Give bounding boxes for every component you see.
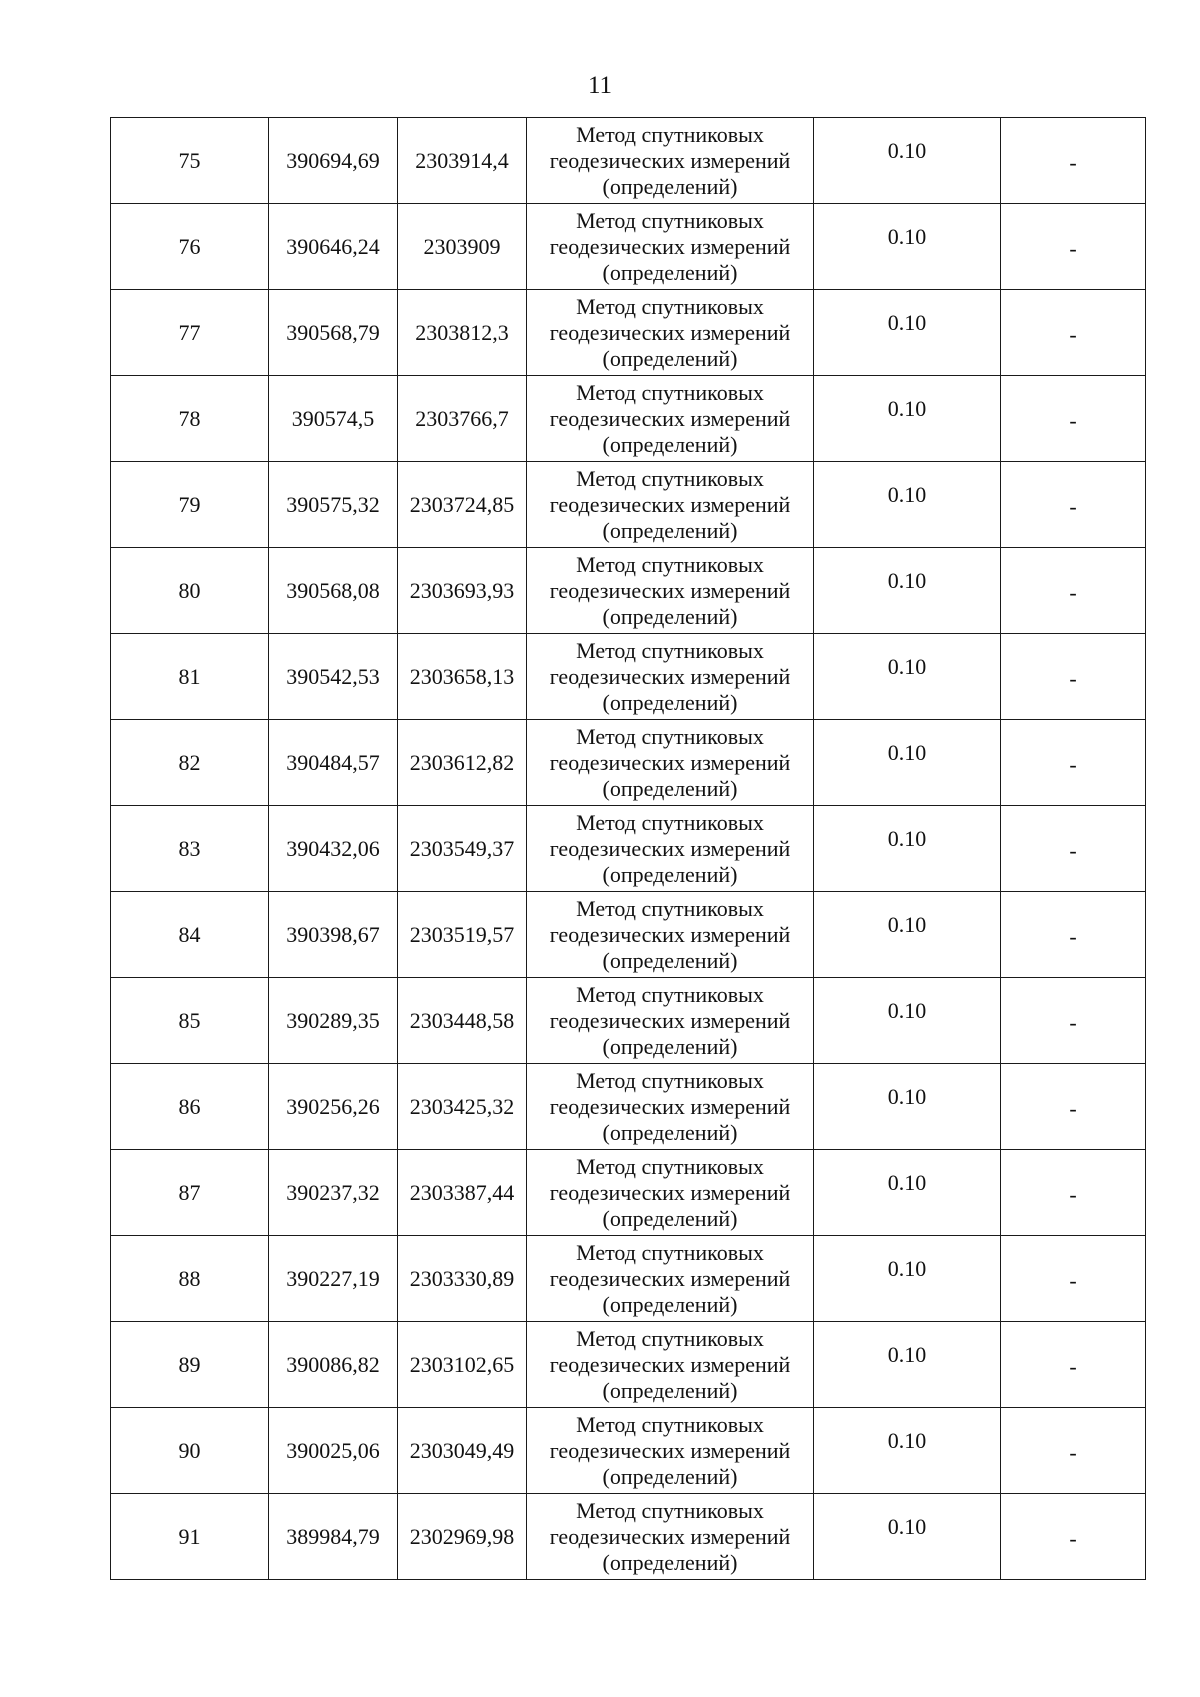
point-number-cell: 90 <box>111 1408 269 1494</box>
point-number-cell: 84 <box>111 892 269 978</box>
accuracy-cell <box>814 204 1001 290</box>
accuracy-value: 0.10 <box>887 309 927 335</box>
description-cell <box>1001 634 1146 720</box>
x-coordinate-cell: 390086,82 <box>269 1322 398 1408</box>
y-coordinate-cell: 2303693,93 <box>398 548 527 634</box>
method-text: Метод спутниковых геодезических измерений (определений) <box>549 1067 791 1145</box>
point-number-cell: 75 <box>111 118 269 204</box>
description-value: - <box>1069 1267 1077 1293</box>
point-number-cell: 81 <box>111 634 269 720</box>
accuracy-value: 0.10 <box>887 1255 927 1281</box>
method-cell <box>527 548 814 634</box>
description-cell <box>1001 892 1146 978</box>
method-text: Метод спутниковых геодезических измерений (определений) <box>549 637 791 715</box>
method-cell <box>527 290 814 376</box>
method-cell <box>527 1064 814 1150</box>
method-cell <box>527 1408 814 1494</box>
description-cell <box>1001 548 1146 634</box>
table-row <box>111 548 1146 634</box>
method-text: Метод спутниковых геодезических измерений (определений) <box>549 723 791 801</box>
y-coordinate-cell: 2303612,82 <box>398 720 527 806</box>
method-cell <box>527 462 814 548</box>
y-coordinate-cell: 2303766,7 <box>398 376 527 462</box>
point-number-cell: 82 <box>111 720 269 806</box>
description-value: - <box>1069 1181 1077 1207</box>
description-value: - <box>1069 1525 1077 1551</box>
x-coordinate-cell: 390646,24 <box>269 204 398 290</box>
accuracy-value: 0.10 <box>887 1427 927 1453</box>
y-coordinate-cell: 2303724,85 <box>398 462 527 548</box>
point-number-cell: 76 <box>111 204 269 290</box>
description-cell <box>1001 806 1146 892</box>
table-row <box>111 720 1146 806</box>
y-coordinate-cell: 2303049,49 <box>398 1408 527 1494</box>
table-row <box>111 118 1146 204</box>
x-coordinate-cell: 389984,79 <box>269 1494 398 1580</box>
description-cell <box>1001 1236 1146 1322</box>
table-row <box>111 462 1146 548</box>
y-coordinate-cell: 2303519,57 <box>398 892 527 978</box>
table-row <box>111 1064 1146 1150</box>
accuracy-value: 0.10 <box>887 567 927 593</box>
accuracy-cell <box>814 1494 1001 1580</box>
table-row <box>111 1236 1146 1322</box>
method-cell <box>527 376 814 462</box>
description-value: - <box>1069 1095 1077 1121</box>
accuracy-cell <box>814 892 1001 978</box>
description-cell <box>1001 1322 1146 1408</box>
accuracy-value: 0.10 <box>887 653 927 679</box>
y-coordinate-cell: 2303448,58 <box>398 978 527 1064</box>
y-coordinate-cell: 2302969,98 <box>398 1494 527 1580</box>
x-coordinate-cell: 390025,06 <box>269 1408 398 1494</box>
x-coordinate-cell: 390256,26 <box>269 1064 398 1150</box>
description-cell <box>1001 290 1146 376</box>
method-text: Метод спутниковых геодезических измерений (определений) <box>549 465 791 543</box>
table-row <box>111 806 1146 892</box>
description-cell <box>1001 204 1146 290</box>
coordinates-table-body <box>111 118 1146 1580</box>
point-number-cell: 77 <box>111 290 269 376</box>
accuracy-value: 0.10 <box>887 1083 927 1109</box>
description-value: - <box>1069 1009 1077 1035</box>
method-cell <box>527 118 814 204</box>
accuracy-cell <box>814 720 1001 806</box>
point-number-cell: 78 <box>111 376 269 462</box>
y-coordinate-cell: 2303425,32 <box>398 1064 527 1150</box>
table-row <box>111 634 1146 720</box>
method-cell <box>527 806 814 892</box>
description-cell <box>1001 720 1146 806</box>
description-cell <box>1001 462 1146 548</box>
method-text: Метод спутниковых геодезических измерений (определений) <box>549 1239 791 1317</box>
coordinates-table <box>110 117 1146 1580</box>
point-number-cell: 87 <box>111 1150 269 1236</box>
table-row <box>111 1322 1146 1408</box>
description-cell <box>1001 978 1146 1064</box>
method-text: Метод спутниковых геодезических измерений (определений) <box>549 895 791 973</box>
y-coordinate-cell: 2303102,65 <box>398 1322 527 1408</box>
description-cell <box>1001 1064 1146 1150</box>
accuracy-value: 0.10 <box>887 739 927 765</box>
accuracy-cell <box>814 1408 1001 1494</box>
y-coordinate-cell: 2303549,37 <box>398 806 527 892</box>
accuracy-cell <box>814 376 1001 462</box>
x-coordinate-cell: 390398,67 <box>269 892 398 978</box>
table-row <box>111 978 1146 1064</box>
accuracy-value: 0.10 <box>887 997 927 1023</box>
description-value: - <box>1069 837 1077 863</box>
page-number: 11 <box>587 72 613 99</box>
description-cell <box>1001 376 1146 462</box>
accuracy-value: 0.10 <box>887 1169 927 1195</box>
method-text: Метод спутниковых геодезических измерений (определений) <box>549 551 791 629</box>
accuracy-cell <box>814 548 1001 634</box>
method-text: Метод спутниковых геодезических измерений (определений) <box>549 981 791 1059</box>
accuracy-cell <box>814 462 1001 548</box>
description-cell <box>1001 1150 1146 1236</box>
method-text: Метод спутниковых геодезических измерений (определений) <box>549 379 791 457</box>
accuracy-value: 0.10 <box>887 481 927 507</box>
x-coordinate-cell: 390484,57 <box>269 720 398 806</box>
method-text: Метод спутниковых геодезических измерений (определений) <box>549 207 791 285</box>
method-text: Метод спутниковых геодезических измерений (определений) <box>549 1153 791 1231</box>
point-number-cell: 86 <box>111 1064 269 1150</box>
point-number-cell: 80 <box>111 548 269 634</box>
accuracy-cell <box>814 634 1001 720</box>
method-text: Метод спутниковых геодезических измерений (определений) <box>549 293 791 371</box>
method-cell <box>527 1236 814 1322</box>
x-coordinate-cell: 390289,35 <box>269 978 398 1064</box>
point-number-cell: 89 <box>111 1322 269 1408</box>
method-cell <box>527 1322 814 1408</box>
accuracy-cell <box>814 290 1001 376</box>
description-value: - <box>1069 321 1077 347</box>
description-cell <box>1001 118 1146 204</box>
accuracy-cell <box>814 806 1001 892</box>
accuracy-value: 0.10 <box>887 825 927 851</box>
method-cell <box>527 1150 814 1236</box>
accuracy-cell <box>814 1150 1001 1236</box>
description-value: - <box>1069 407 1077 433</box>
y-coordinate-cell: 2303914,4 <box>398 118 527 204</box>
accuracy-value: 0.10 <box>887 223 927 249</box>
table-row <box>111 290 1146 376</box>
point-number-cell: 79 <box>111 462 269 548</box>
point-number-cell: 91 <box>111 1494 269 1580</box>
method-text: Метод спутниковых геодезических измерений (определений) <box>549 121 791 199</box>
table-row <box>111 1494 1146 1580</box>
method-cell <box>527 978 814 1064</box>
point-number-cell: 85 <box>111 978 269 1064</box>
description-value: - <box>1069 665 1077 691</box>
description-value: - <box>1069 1353 1077 1379</box>
x-coordinate-cell: 390575,32 <box>269 462 398 548</box>
table-row <box>111 204 1146 290</box>
y-coordinate-cell: 2303812,3 <box>398 290 527 376</box>
table-row <box>111 376 1146 462</box>
accuracy-value: 0.10 <box>887 1513 927 1539</box>
description-value: - <box>1069 149 1077 175</box>
method-cell <box>527 720 814 806</box>
description-cell <box>1001 1494 1146 1580</box>
accuracy-value: 0.10 <box>887 395 927 421</box>
x-coordinate-cell: 390568,79 <box>269 290 398 376</box>
x-coordinate-cell: 390568,08 <box>269 548 398 634</box>
point-number-cell: 88 <box>111 1236 269 1322</box>
method-text: Метод спутниковых геодезических измерений (определений) <box>549 1325 791 1403</box>
description-value: - <box>1069 493 1077 519</box>
description-value: - <box>1069 579 1077 605</box>
table-row <box>111 1150 1146 1236</box>
y-coordinate-cell: 2303387,44 <box>398 1150 527 1236</box>
method-text: Метод спутниковых геодезических измерений (определений) <box>549 1497 791 1575</box>
accuracy-value: 0.10 <box>887 1341 927 1367</box>
accuracy-value: 0.10 <box>887 911 927 937</box>
x-coordinate-cell: 390542,53 <box>269 634 398 720</box>
accuracy-cell <box>814 118 1001 204</box>
description-value: - <box>1069 751 1077 777</box>
x-coordinate-cell: 390237,32 <box>269 1150 398 1236</box>
x-coordinate-cell: 390432,06 <box>269 806 398 892</box>
description-value: - <box>1069 235 1077 261</box>
method-cell <box>527 1494 814 1580</box>
method-cell <box>527 634 814 720</box>
x-coordinate-cell: 390694,69 <box>269 118 398 204</box>
description-value: - <box>1069 1439 1077 1465</box>
table-row <box>111 1408 1146 1494</box>
accuracy-cell <box>814 1322 1001 1408</box>
y-coordinate-cell: 2303909 <box>398 204 527 290</box>
table-row <box>111 892 1146 978</box>
x-coordinate-cell: 390574,5 <box>269 376 398 462</box>
y-coordinate-cell: 2303658,13 <box>398 634 527 720</box>
accuracy-cell <box>814 978 1001 1064</box>
accuracy-cell <box>814 1236 1001 1322</box>
x-coordinate-cell: 390227,19 <box>269 1236 398 1322</box>
point-number-cell: 83 <box>111 806 269 892</box>
method-cell <box>527 204 814 290</box>
accuracy-value: 0.10 <box>887 137 927 163</box>
method-text: Метод спутниковых геодезических измерений (определений) <box>549 1411 791 1489</box>
description-value: - <box>1069 923 1077 949</box>
method-text: Метод спутниковых геодезических измерений (определений) <box>549 809 791 887</box>
description-cell <box>1001 1408 1146 1494</box>
accuracy-cell <box>814 1064 1001 1150</box>
method-cell <box>527 892 814 978</box>
y-coordinate-cell: 2303330,89 <box>398 1236 527 1322</box>
